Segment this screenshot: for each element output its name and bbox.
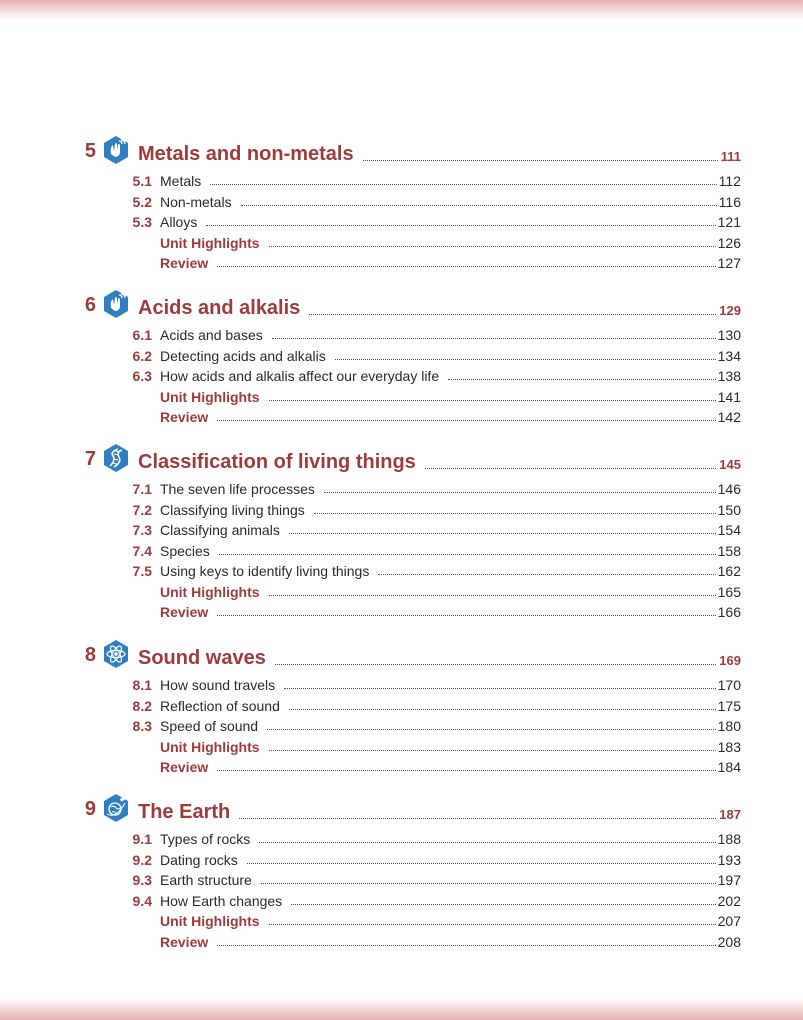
dot-leader	[261, 883, 716, 884]
page-number: 158	[717, 542, 741, 559]
page-number: 134	[717, 347, 741, 364]
section-title: Alloys	[160, 214, 198, 230]
section-title: Reflection of sound	[160, 697, 280, 714]
dot-leader	[217, 420, 715, 421]
unit-title: Sound waves	[138, 647, 266, 669]
section-title: Types of rocks	[160, 831, 251, 847]
dot-leader	[314, 513, 716, 514]
unit-title: Acids and alkalis	[138, 297, 301, 319]
page-number: 141	[717, 388, 741, 405]
page-number: 175	[717, 697, 741, 714]
section-title: Using keys to identify living things	[160, 563, 370, 579]
dot-leader	[289, 533, 716, 534]
unit-heading[interactable]	[138, 142, 741, 166]
section-title: Detecting acids and alkalis	[160, 347, 326, 364]
page-number: 127	[717, 255, 741, 271]
review-label: Review	[160, 933, 209, 950]
toc-entry[interactable]	[120, 364, 741, 384]
toc-entry[interactable]	[120, 694, 741, 714]
review-label: Review	[160, 604, 209, 620]
section-number: 6.3	[132, 368, 152, 384]
toc-entry[interactable]	[120, 559, 741, 579]
toc-entry[interactable]	[120, 518, 741, 538]
page-number: 126	[717, 234, 741, 251]
earth-satellite-icon	[101, 793, 131, 823]
toc-entry[interactable]	[120, 868, 741, 888]
top-border-band	[0, 0, 803, 20]
unit-highlights-entry[interactable]	[120, 385, 741, 405]
unit-highlights-entry[interactable]	[120, 735, 741, 755]
section-number: 8.3	[132, 718, 152, 734]
section-number: 9.2	[132, 851, 152, 868]
dot-leader	[309, 314, 716, 315]
dot-leader	[335, 359, 716, 360]
unit-heading[interactable]	[138, 800, 741, 824]
dot-leader	[217, 945, 715, 946]
hand-magnet-icon	[101, 289, 131, 319]
unit-title: Metals and non-metals	[138, 143, 354, 165]
dot-leader	[217, 615, 715, 616]
page-number: 202	[717, 892, 741, 909]
unit-page-number: 187	[719, 807, 741, 822]
dot-leader	[259, 842, 715, 843]
unit-page-number: 129	[719, 303, 741, 318]
toc-entry[interactable]	[120, 848, 741, 868]
dot-leader	[269, 924, 716, 925]
unit-9-section	[0, 800, 803, 960]
page-number: 207	[717, 913, 741, 929]
section-title: How acids and alkalis affect our everyday life	[160, 368, 440, 384]
unit-highlights-label: Unit Highlights	[160, 738, 260, 755]
toc-entry[interactable]	[120, 344, 741, 364]
unit-highlights-label: Unit Highlights	[160, 913, 260, 929]
unit-highlights-label: Unit Highlights	[160, 388, 260, 405]
unit-title: The Earth	[138, 801, 231, 823]
unit-page-number: 145	[719, 457, 741, 472]
page-number: 138	[717, 368, 741, 384]
section-title: Acids and bases	[160, 327, 263, 343]
section-title: Earth structure	[160, 872, 252, 888]
section-number: 6.1	[132, 327, 152, 343]
unit-number: 6	[84, 294, 96, 316]
dot-leader	[217, 266, 715, 267]
section-number: 5.1	[132, 173, 152, 189]
dot-leader	[289, 709, 716, 710]
section-title: Metals	[160, 173, 202, 189]
dot-leader	[241, 205, 717, 206]
dot-leader	[210, 184, 716, 185]
unit-8-section	[0, 646, 803, 791]
dot-leader	[363, 160, 718, 161]
dot-leader	[239, 818, 716, 819]
page-number: 180	[717, 718, 741, 734]
page-number: 166	[717, 604, 741, 620]
page-number: 146	[717, 481, 741, 497]
section-number: 7.2	[132, 501, 152, 518]
dot-leader	[425, 468, 716, 469]
page-number: 184	[717, 759, 741, 775]
section-number: 5.3	[132, 214, 152, 230]
section-title: Dating rocks	[160, 851, 238, 868]
unit-page-number: 169	[719, 653, 741, 668]
toc-entry[interactable]	[120, 889, 741, 909]
atom-icon	[101, 639, 131, 669]
unit-number: 7	[84, 448, 96, 470]
page-number: 183	[717, 738, 741, 755]
dot-leader	[206, 225, 715, 226]
page-number: 170	[717, 677, 741, 693]
unit-highlights-label: Unit Highlights	[160, 234, 260, 251]
unit-number: 9	[84, 798, 96, 820]
unit-heading[interactable]	[138, 296, 741, 320]
page-number: 208	[717, 933, 741, 950]
toc-entry[interactable]	[120, 210, 741, 230]
page-number: 150	[717, 501, 741, 518]
unit-page-number: 111	[720, 149, 741, 164]
page-number: 165	[717, 583, 741, 600]
dot-leader	[269, 400, 716, 401]
dot-leader	[269, 750, 716, 751]
dot-leader	[272, 338, 716, 339]
review-entry[interactable]	[120, 755, 741, 775]
section-title: How Earth changes	[160, 892, 283, 909]
section-number: 9.4	[132, 892, 152, 909]
section-number: 9.1	[132, 831, 152, 847]
toc-entry[interactable]	[120, 539, 741, 559]
section-number: 9.3	[132, 872, 152, 888]
unit-highlights-label: Unit Highlights	[160, 583, 260, 600]
page-number: 162	[717, 563, 741, 579]
section-title: Species	[160, 542, 210, 559]
dot-leader	[291, 904, 715, 905]
section-number: 6.2	[132, 347, 152, 364]
review-entry[interactable]	[120, 930, 741, 950]
page-number: 142	[717, 409, 741, 425]
dot-leader	[247, 863, 716, 864]
dot-leader	[448, 379, 716, 380]
unit-number: 5	[84, 140, 96, 162]
review-entry[interactable]	[120, 600, 741, 620]
page-number: 197	[717, 872, 741, 888]
dot-leader	[269, 595, 716, 596]
page-number: 130	[717, 327, 741, 343]
bottom-border-band	[0, 998, 803, 1020]
page-number: 188	[717, 831, 741, 847]
section-number: 7.1	[132, 481, 152, 497]
dot-leader	[219, 554, 716, 555]
toc-entry[interactable]	[120, 498, 741, 518]
page-number: 193	[717, 851, 741, 868]
section-number: 5.2	[132, 193, 152, 210]
unit-highlights-entry[interactable]	[120, 580, 741, 600]
section-number: 7.4	[132, 542, 152, 559]
section-title: Speed of sound	[160, 718, 259, 734]
dot-leader	[378, 574, 715, 575]
dot-leader	[267, 729, 716, 730]
section-number: 8.2	[132, 697, 152, 714]
dot-leader	[324, 492, 716, 493]
section-title: The seven life processes	[160, 481, 315, 497]
section-title: How sound travels	[160, 677, 276, 693]
section-title: Non-metals	[160, 193, 232, 210]
unit-highlights-entry[interactable]	[120, 909, 741, 929]
page-number: 121	[717, 214, 741, 230]
toc-entry[interactable]	[120, 673, 741, 693]
dot-leader	[275, 664, 716, 665]
toc-entry[interactable]	[120, 323, 741, 343]
unit-number: 8	[84, 644, 96, 666]
dna-icon	[101, 443, 131, 473]
toc-entry[interactable]	[120, 477, 741, 497]
hand-magnet-icon	[101, 135, 131, 165]
page-number: 154	[717, 522, 741, 538]
review-entry[interactable]	[120, 405, 741, 425]
toc-entry[interactable]	[120, 169, 741, 189]
dot-leader	[217, 770, 715, 771]
page-number: 116	[718, 193, 741, 210]
unit-7-section	[0, 450, 803, 625]
section-number: 7.5	[132, 563, 152, 579]
unit-heading[interactable]	[138, 450, 741, 474]
section-number: 7.3	[132, 522, 152, 538]
unit-highlights-entry[interactable]	[120, 231, 741, 251]
unit-5-section	[0, 142, 803, 287]
unit-title: Classification of living things	[138, 451, 416, 473]
toc-entry[interactable]	[120, 827, 741, 847]
review-label: Review	[160, 759, 209, 775]
dot-leader	[284, 688, 715, 689]
section-title: Classifying living things	[160, 501, 305, 518]
toc-entry[interactable]	[120, 714, 741, 734]
unit-heading[interactable]	[138, 646, 741, 670]
page-number: 112	[718, 173, 741, 189]
dot-leader	[269, 246, 716, 247]
toc-entry[interactable]	[120, 190, 741, 210]
review-label: Review	[160, 409, 209, 425]
section-title: Classifying animals	[160, 522, 280, 538]
unit-6-section	[0, 296, 803, 441]
review-label: Review	[160, 255, 209, 271]
review-entry[interactable]	[120, 251, 741, 271]
section-number: 8.1	[132, 677, 152, 693]
